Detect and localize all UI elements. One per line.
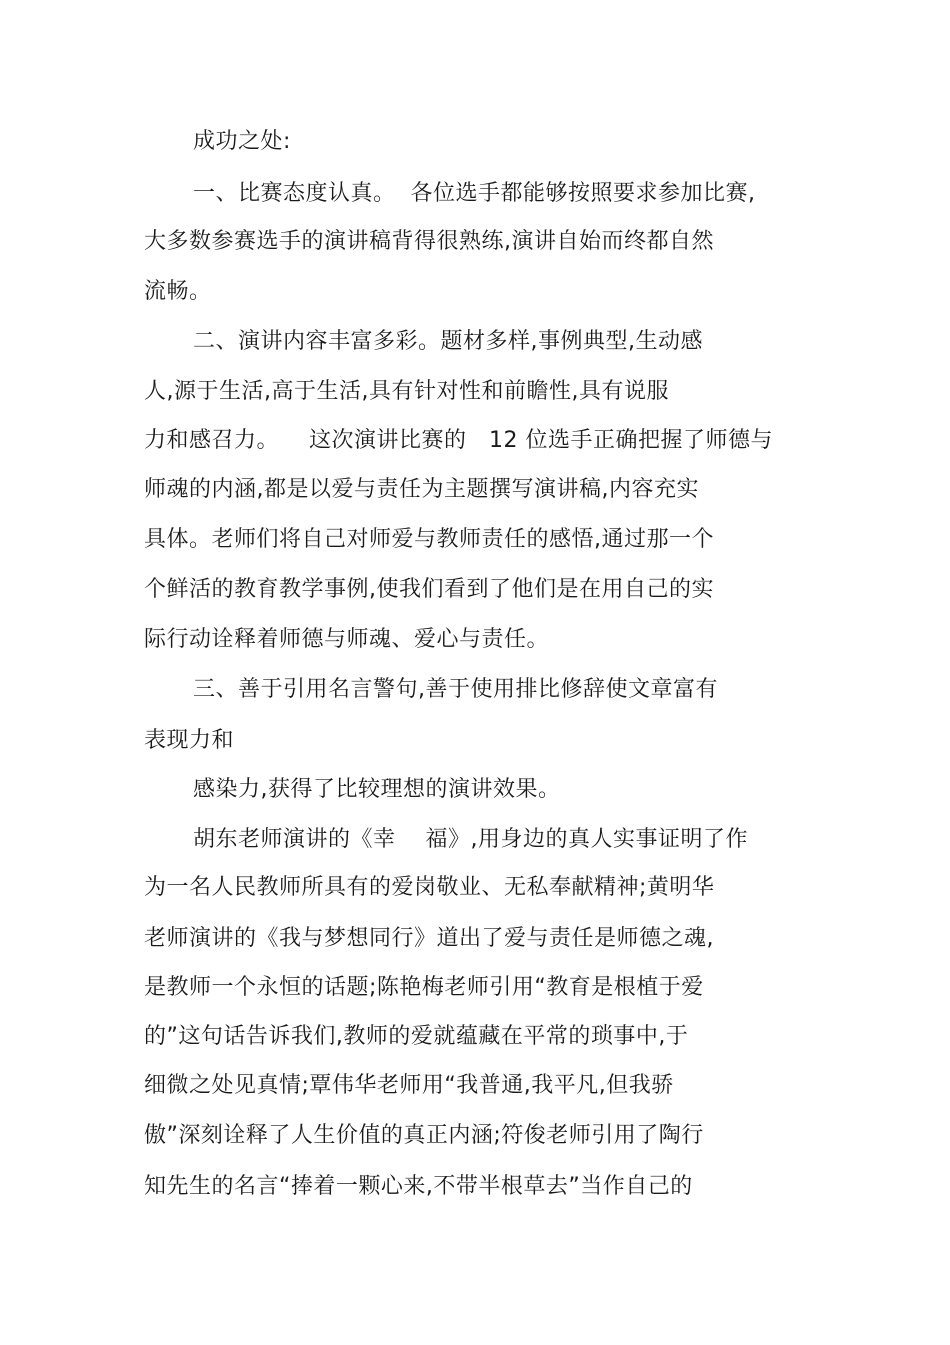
text-line: 为一名人民教师所具有的爱岗敬业、无私奉献精神;黄明华 [144,875,715,900]
text-line: 老师演讲的《我与梦想同行》道出了爱与责任是师德之魂, [144,926,714,951]
text-line: 一、比赛态度认真。 各位选手都能够按照要求参加比赛, [193,181,756,206]
text-line: 是教师一个永恒的话题;陈艳梅老师引用“教育是根植于爱 [144,975,704,1000]
text-line: 力和感召力。 这次演讲比赛的 12 位选手正确把握了师德与 [144,428,773,453]
text-line: 人,源于生活,高于生活,具有针对性和前瞻性,具有说服 [144,379,669,404]
text-line: 感染力,获得了比较理想的演讲效果。 [193,777,561,802]
text-line: 表现力和 [144,728,235,753]
text-line: 具体。老师们将自己对师爱与教师责任的感悟,通过那一个 [144,527,714,552]
text-line: 知先生的名言“捧着一颗心来,不带半根草去”当作自己的 [144,1174,693,1199]
text-line: 二、演讲内容丰富多彩。题材多样,事例典型,生动感 [193,329,703,354]
text-line: 流畅。 [144,279,212,304]
text-line: 胡东老师演讲的《幸 福》,用身边的真人实事证明了作 [193,827,748,852]
text-line: 大多数参赛选手的演讲稿背得很熟练,演讲自始而终都自然 [144,229,714,254]
text-line: 细微之处见真情;覃伟华老师用“我普通,我平凡,但我骄 [144,1073,674,1098]
text-line: 成功之处: [193,129,291,154]
text-line: 三、善于引用名言警句,善于使用排比修辞使文章富有 [193,677,718,702]
text-line: 个鲜活的教育教学事例,使我们看到了他们是在用自己的实 [144,577,714,602]
text-line: 师魂的内涵,都是以爱与责任为主题撰写演讲稿,内容充实 [144,477,699,502]
text-line: 傲”深刻诠释了人生价值的真正内涵;符俊老师引用了陶行 [144,1123,704,1148]
text-line: 际行动诠释着师德与师魂、爱心与责任。 [144,627,550,652]
text-line: 的”这句话告诉我们,教师的爱就蕴藏在平常的琐事中,于 [144,1024,689,1049]
